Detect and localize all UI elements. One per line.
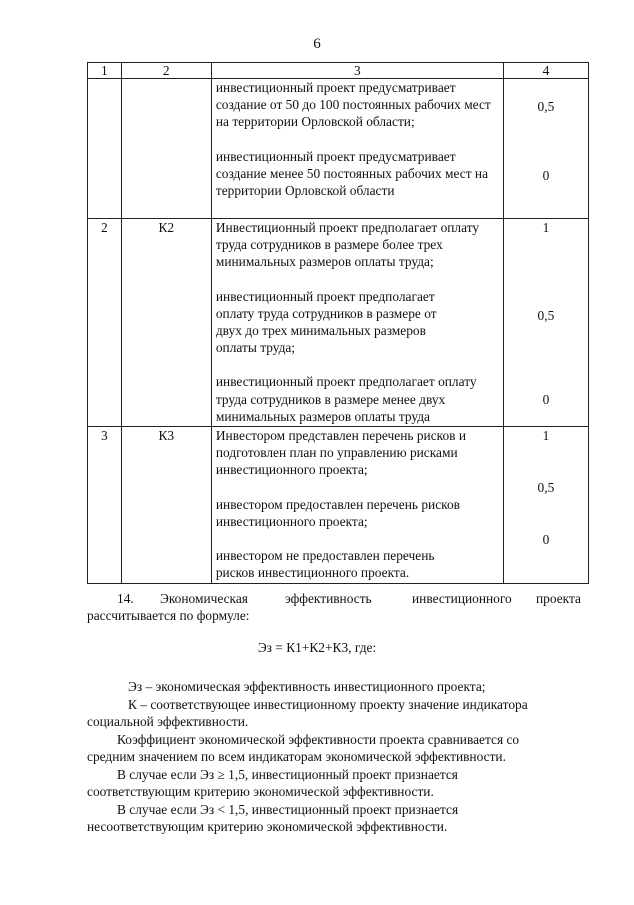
paragraph-line: Коэффициент экономической эффективности проекта сравнивается со [117,732,520,747]
score-value: 0,5 [537,480,555,495]
score-value: 0 [542,168,550,183]
paragraph-word: Экономическая [160,591,248,606]
criterion-text: Инвестиционный проект предполагает оплату труда сотрудников в размере более трех минимальных размеров оплаты труда; [215,220,480,270]
score-cell [503,427,588,584]
header-col-3: 3 [211,63,503,79]
score-value: 0,5 [537,308,555,323]
criterion-text: инвестиционный проект предполагает оплату труда сотрудников в размере от двух до трех минимальных размеров оплаты труда; [215,288,437,356]
paragraph-word: эффективность [285,591,372,606]
table-header-row [88,63,589,79]
paragraph-word: проекта [536,591,581,606]
definition-line: Эᴈ – экономическая эффективность инвестиционного проекта; [128,679,486,694]
criterion-text: инвестиционный проект предусматривает создание от 50 до 100 постоянных рабочих мест на территории Орловской области; [215,80,491,130]
score-value: 0,5 [537,99,555,114]
paragraph-number: 14. [117,591,134,606]
score-value: 1 [542,220,550,235]
paragraph-line: рассчитывается по формуле: [87,608,250,623]
criteria-table [87,62,589,584]
score-value: 0 [542,532,550,547]
criterion-text: инвестором не предоставлен перечень рисков инвестиционного проекта. [215,548,435,581]
paragraph-line: средним значением по всем индикаторам экономической эффективности. [87,749,506,764]
header-col-1: 1 [88,63,122,79]
criteria-cell [211,79,503,219]
table-row [88,427,589,584]
indicator-code [121,79,211,219]
formula: Эᴈ = К1+К2+К3, где: [257,640,377,655]
criterion-text: инвестиционный проект предусматривает создание менее 50 постоянных рабочих мест на территории Орловской области [215,148,489,199]
criteria-cell [211,219,503,427]
table-row [88,79,589,219]
criterion-text: Инвестором представлен перечень рисков и подготовлен план по управлению рисками инвестиционного проекта; [215,428,466,478]
definition-line: К – соответствующее инвестиционному проекту значение индикатора [128,697,528,712]
paragraph-word: инвестиционного [412,591,512,606]
criterion-text: инвестиционный проект предполагает оплату труда сотрудников в размере менее двух минимальных размеров оплаты труда [215,374,477,424]
header-col-2: 2 [121,63,211,79]
page-number: 6 [313,36,321,52]
criteria-cell [211,427,503,584]
paragraph-line: В случае если Эᴈ < 1,5, инвестиционный проект признается [117,802,459,817]
indicator-code: К3 [121,427,211,584]
row-number: 3 [88,427,122,584]
paragraph-line: В случае если Эᴈ ≥ 1,5, инвестиционный проект признается [117,767,458,782]
score-cell [503,219,588,427]
score-cell [503,79,588,219]
paragraph-line: соответствующим критерию экономической эффективности. [87,784,434,799]
row-number [88,79,122,219]
score-value: 0 [542,392,550,407]
definition-line: социальной эффективности. [87,714,249,729]
header-col-4: 4 [503,63,588,79]
table-row [88,219,589,427]
criterion-text: инвестором предоставлен перечень рисков инвестиционного проекта; [215,496,461,529]
score-value: 1 [542,428,550,443]
indicator-code: К2 [121,219,211,427]
paragraph-line: несоответствующим критерию экономической эффективности. [87,819,448,834]
row-number: 2 [88,219,122,427]
